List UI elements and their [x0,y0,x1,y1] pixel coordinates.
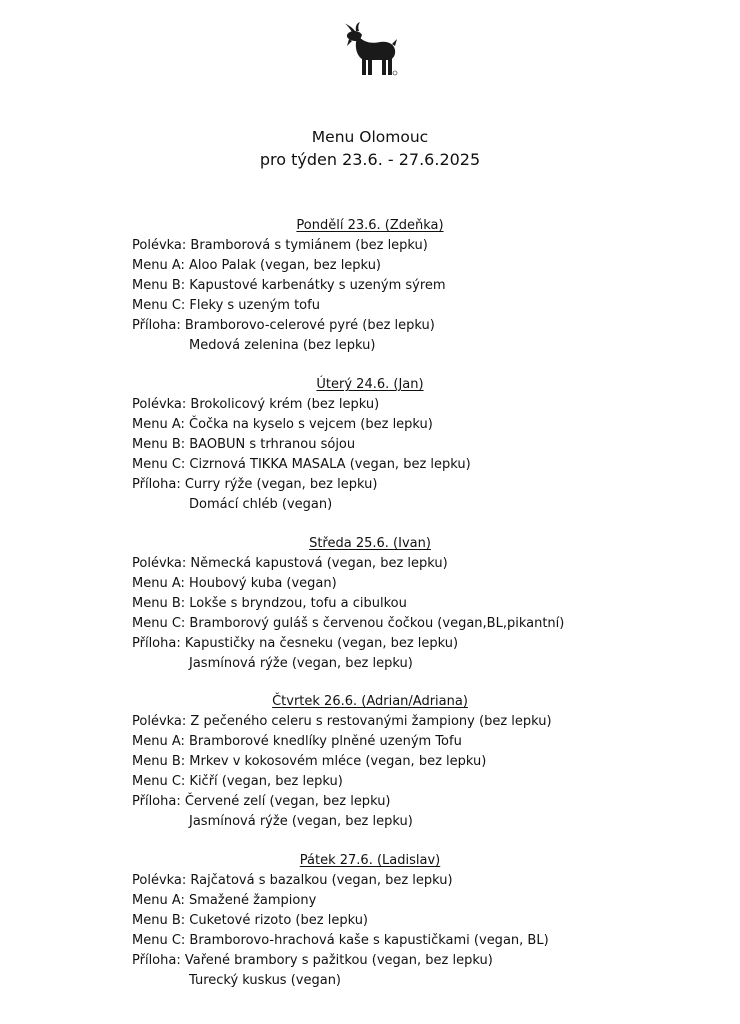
menu-line-side: Příloha: Kapustičky na česneku (vegan, bez lepku) [132,636,459,651]
day-section-monday [132,216,732,356]
menu-line-soup: Polévka: Německá kapustová (vegan, bez lepku) [132,556,448,571]
menu-line-soup: Polévka: Brokolicový krém (bez lepku) [132,397,380,412]
menu-line-c: Menu C: Cizrnová TIKKA MASALA (vegan, bez lepku) [132,457,471,472]
menu-line-side: Příloha: Červené zelí (vegan, bez lepku) [132,794,391,809]
menu-line-soup: Polévka: Rajčatová s bazalkou (vegan, bez lepku) [132,873,453,888]
day-section-wednesday [132,534,732,674]
menu-line-side-2: Jasmínová rýže (vegan, bez lepku) [189,814,413,829]
menu-line-side-2: Jasmínová rýže (vegan, bez lepku) [189,656,413,671]
day-section-friday [132,851,732,991]
page-title: Menu Olomouc [311,128,429,146]
menu-line-b: Menu B: Mrkev v kokosovém mléce (vegan, bez lepku) [132,754,487,769]
day-heading: Středa 25.6. (Ivan) [309,536,431,551]
menu-line-a: Menu A: Čočka na kyselo s vejcem (bez lepku) [132,417,433,432]
menu-line-c: Menu C: Bramborový guláš s červenou čočkou (vegan,BL,pikantní) [132,616,565,631]
menu-line-side: Příloha: Bramborovo-celerové pyré (bez lepku) [132,318,435,333]
day-section-tuesday [132,375,732,515]
menu-line-b: Menu B: Cuketové rizoto (bez lepku) [132,913,369,928]
goat-logo-icon [340,22,398,78]
menu-line-side: Příloha: Curry rýže (vegan, bez lepku) [132,477,378,492]
menu-line-a: Menu A: Bramborové knedlíky plněné uzeným Tofu [132,734,462,749]
menu-line-side-2: Turecký kuskus (vegan) [189,973,342,988]
menu-line-c: Menu C: Bramborovo-hrachová kaše s kapustičkami (vegan, BL) [132,933,549,948]
menu-line-c: Menu C: Kičří (vegan, bez lepku) [132,774,343,789]
menu-line-b: Menu B: Lokše s bryndzou, tofu a cibulkou [132,596,407,611]
menu-line-a: Menu A: Aloo Palak (vegan, bez lepku) [132,258,381,273]
menu-line-side-2: Medová zelenina (bez lepku) [189,338,376,353]
menu-line-a: Menu A: Houbový kuba (vegan) [132,576,337,591]
day-heading: Pátek 27.6. (Ladislav) [299,853,441,868]
menu-line-side-2: Domácí chléb (vegan) [189,497,333,512]
day-heading: Pondělí 23.6. (Zdeňka) [296,218,444,233]
menu-line-b: Menu B: BAOBUN s trhranou sójou [132,437,356,452]
day-heading: Čtvrtek 26.6. (Adrian/Adriana) [272,694,468,709]
menu-line-c: Menu C: Fleky s uzeným tofu [132,298,320,313]
menu-line-side: Příloha: Vařené brambory s pažitkou (vegan, bez lepku) [132,953,493,968]
menu-line-a: Menu A: Smažené žampiony [132,893,317,908]
menu-line-soup: Polévka: Bramborová s tymiánem (bez lepku) [132,238,428,253]
page-subtitle: pro týden 23.6. - 27.6.2025 [259,150,481,169]
menu-line-soup: Polévka: Z pečeného celeru s restovanými žampiony (bez lepku) [132,714,552,729]
day-heading: Úterý 24.6. (Jan) [316,377,424,392]
day-section-thursday [132,692,732,832]
menu-line-b: Menu B: Kapustové karbenátky s uzeným sýrem [132,278,446,293]
